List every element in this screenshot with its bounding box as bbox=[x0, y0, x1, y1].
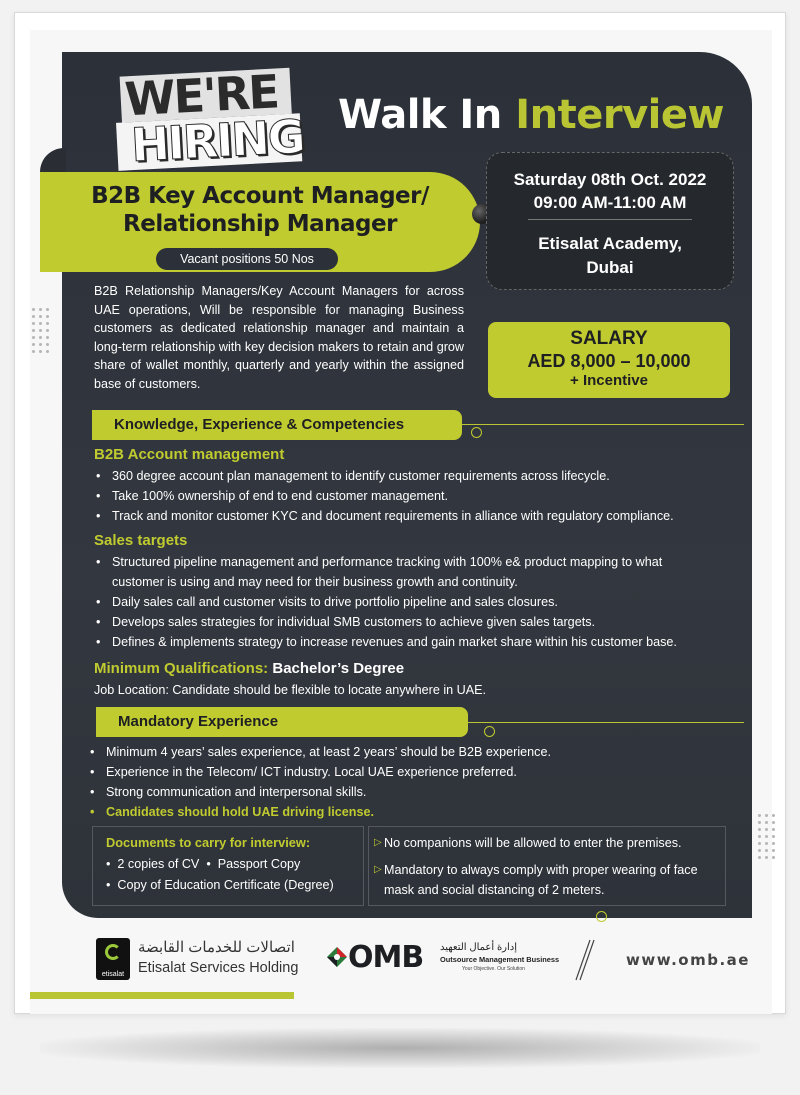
job-title bbox=[60, 182, 460, 238]
list-item: • Develops sales strategies for individual SMB customers to achieve given sales targets. bbox=[94, 612, 744, 632]
mandatory-list bbox=[88, 742, 728, 822]
vacant-positions-pill: Vacant positions 50 Nos bbox=[156, 248, 338, 270]
salary-heading: SALARY bbox=[570, 328, 648, 349]
omb-logo-text: OMB bbox=[348, 940, 424, 975]
list-item: • Take 100% ownership of end to end customer management. bbox=[94, 486, 744, 506]
note-companions: ▷ No companions will be allowed to enter the premises. bbox=[374, 833, 718, 853]
etisalat-english-name: Etisalat Services Holding bbox=[138, 960, 299, 976]
documents-heading: Documents to carry for interview: bbox=[106, 835, 311, 850]
etisalat-swoosh-icon bbox=[105, 944, 121, 960]
omb-english-name: Outsource Management Business bbox=[440, 955, 560, 964]
event-venue bbox=[490, 232, 730, 280]
omb-arabic-name: إدارة أعمال التعهيد bbox=[440, 942, 518, 953]
mandatory-divider bbox=[468, 722, 744, 723]
mandatory-ring bbox=[484, 726, 495, 737]
etisalat-logo-label: etisalat bbox=[101, 971, 125, 978]
etisalat-logo bbox=[96, 938, 130, 980]
walkin-heading bbox=[338, 90, 724, 140]
doc-certificate: Copy of Education Certificate (Degree) bbox=[117, 878, 334, 892]
list-item: • Daily sales call and customer visits to drive portfolio pipeline and sales closures. bbox=[94, 592, 744, 612]
omb-mark-icon bbox=[326, 946, 348, 968]
job-title-line2: Relationship Manager bbox=[123, 211, 397, 237]
min-qual-value: Bachelor’s Degree bbox=[272, 660, 405, 677]
list-item: • Minimum 4 years’ sales experience, at least 2 years’ should be B2B experience. bbox=[88, 742, 728, 762]
documents-row2: • Copy of Education Certificate (Degree) bbox=[106, 878, 334, 892]
sales-subheading: Sales targets bbox=[94, 532, 188, 549]
job-location: Job Location: Candidate should be flexible to locate anywhere in UAE. bbox=[94, 683, 487, 697]
etisalat-arabic-name: اتصالات للخدمات القابضة bbox=[138, 939, 295, 956]
min-qualifications bbox=[94, 659, 404, 679]
sales-list bbox=[94, 552, 694, 592]
walkin-part2: Interview bbox=[515, 92, 724, 138]
salary-text bbox=[488, 328, 730, 390]
doc-cv: 2 copies of CV bbox=[117, 857, 200, 871]
event-date: Saturday 08th Oct. 2022 bbox=[513, 170, 707, 189]
hiring-line2: HIRING bbox=[129, 109, 305, 173]
b2b-list bbox=[94, 466, 744, 526]
note-mask: ▷ Mandatory to always comply with proper wearing of face mask and social distancing of 2 meters. bbox=[374, 860, 718, 900]
hiring-stamp bbox=[113, 63, 306, 177]
hiring-line1: WE'RE bbox=[123, 64, 280, 127]
list-item: • 360 degree account plan management to identify customer requirements across lifecycle. bbox=[94, 466, 744, 486]
list-item: • Defines & implements strategy to increase revenues and gain market share within his customer base. bbox=[94, 632, 744, 652]
footer-accent-bar bbox=[30, 992, 294, 999]
page-shadow bbox=[40, 1028, 760, 1068]
bottom-ring bbox=[596, 911, 607, 922]
knowledge-section-heading: Knowledge, Experience & Competencies bbox=[92, 410, 462, 440]
omb-tagline: Your Objective. Our Solution bbox=[462, 966, 525, 972]
event-datetime bbox=[490, 168, 730, 214]
divider-slash-icon bbox=[572, 938, 596, 982]
list-item: • Track and monitor customer KYC and document requirements in alliance with regulatory compliance. bbox=[94, 506, 744, 526]
list-item: • Strong communication and interpersonal skills. bbox=[88, 782, 728, 802]
website-url[interactable]: www.omb.ae bbox=[626, 951, 750, 969]
event-time: 09:00 AM-11:00 AM bbox=[533, 193, 687, 212]
knowledge-ring bbox=[471, 427, 482, 438]
dot-pattern-right bbox=[756, 812, 778, 860]
min-qual-label: Minimum Qualifications: bbox=[94, 660, 269, 677]
doc-passport: Passport Copy bbox=[217, 857, 301, 871]
venue-line1: Etisalat Academy, bbox=[538, 234, 682, 253]
knowledge-divider bbox=[462, 424, 744, 425]
salary-extra: + Incentive bbox=[570, 372, 648, 389]
walkin-part1: Walk In bbox=[338, 92, 502, 138]
job-intro: B2B Relationship Managers/Key Account Managers for across UAE operations, Will be responsible for managing Business customers as dedicated relationship manager and maintain a long-term relationship with key decision makers to retain and grow share of wallet monthly, quarterly and yearly within the assigned base of customers. bbox=[94, 284, 464, 391]
venue-line2: Dubai bbox=[586, 258, 634, 277]
event-divider bbox=[528, 219, 692, 220]
list-item: • Experience in the Telecom/ ICT industry. Local UAE experience preferred. bbox=[88, 762, 728, 782]
list-item: • Structured pipeline management and performance tracking with 100% e& product mapping to what customer is using and may need for their business growth and continuity. bbox=[94, 552, 694, 592]
sales-list-cont bbox=[94, 592, 744, 652]
mandatory-section-heading: Mandatory Experience bbox=[96, 707, 468, 737]
dot-pattern-left bbox=[30, 306, 52, 354]
documents-row1: • 2 copies of CV • Passport Copy bbox=[106, 857, 301, 871]
b2b-subheading: B2B Account management bbox=[94, 446, 285, 463]
job-title-line1: B2B Key Account Manager/ bbox=[91, 183, 429, 209]
salary-range: AED 8,000 – 10,000 bbox=[527, 351, 691, 371]
list-item-highlight: • Candidates should hold UAE driving license. bbox=[88, 802, 728, 822]
